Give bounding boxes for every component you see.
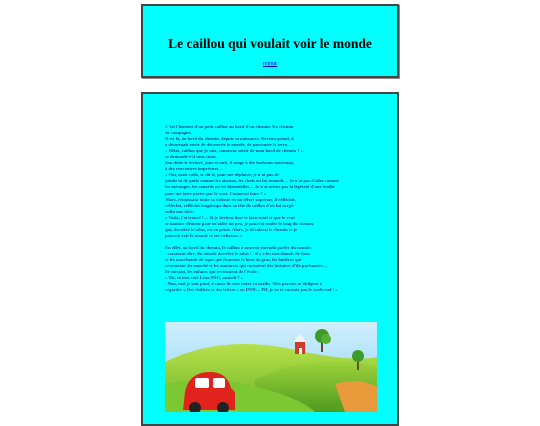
story-line: Il est là, au bord du chemin, depuis sa naissance. Devenu grand, il bbox=[165, 136, 294, 142]
story-line: - comment dire, du monde derrière le talus ! - il y a les marchands de tissu bbox=[165, 250, 310, 256]
story-line: se demande-t-il sans cesse. bbox=[165, 154, 217, 160]
story-line: regarder « Des chiffres et des lettres » en DVD… Pff, je ne te raconte pas le week-end ! » bbox=[165, 287, 338, 293]
story-panel bbox=[141, 92, 399, 426]
story-line: a désormais envie de découvrir le monde, de parcourir la terre… bbox=[165, 142, 292, 148]
story-line: qui, derrière le talus, est en pente. Alors, je dévalerai le chemin et je bbox=[165, 226, 298, 232]
story-line: « Oui, mais voilà, se dit-il, pour me déplacer, je n'ai pas de bbox=[165, 172, 279, 178]
story-line: - Non, moi je suis puni, à cause de mes notes en maths. Mes parents m'obligent à bbox=[165, 281, 322, 287]
story-line: pour me faire porter par le vent. Comment faire ? » bbox=[165, 190, 266, 196]
story-illustration bbox=[165, 322, 377, 412]
story-line: enfin une idée: bbox=[165, 208, 194, 214]
story-line: les mésanges, les canards ou les hirondelles… Je n'ai même pas la légèreté d'une feuille bbox=[165, 184, 335, 190]
story-line: Son désir le torture, jour et nuit, il songe à des horizons nouveaux, bbox=[165, 160, 295, 166]
story-line: « Hélas, caillou que je suis, comment sortir de mon bord de chemin ? » bbox=[165, 148, 303, 154]
story-line: C'est l'histoire d'un petit caillou au bord d'un chemin. Un chemin bbox=[165, 124, 294, 129]
story-line: En effet, au bord du chemin, le caillou a souvent entendu parler du monde: bbox=[165, 244, 312, 250]
story-line: pourrai voir le monde et ses richesses. » bbox=[165, 232, 243, 238]
story-line: Alors, réunissant toute sa volonté en un effort suprême, il réfléchit, bbox=[165, 196, 296, 202]
back-link[interactable]: retour bbox=[262, 61, 278, 67]
story-line: « Toi, tu iras voir Lena-PSG, samedi ? » bbox=[165, 275, 244, 281]
story-line: « Voilà, j'ai trouvé !… Si je deviens lisse et bien rond et que le vent bbox=[165, 214, 295, 220]
story-line: de campagne. bbox=[165, 130, 192, 136]
page-title: Le caillou qui voulait voir le monde bbox=[168, 36, 372, 51]
story-line: reviennent du marché et les annonces qui racontent des histoires d'ilo parfumées… bbox=[165, 263, 328, 269]
story-line: se montre clément pour m'aider un peu, je pourrai rouler le long du chemin, bbox=[165, 220, 315, 226]
story-line: réfléchit, réfléchit longtemps dans sa tête de caillou d'où lui surgit bbox=[165, 202, 294, 208]
story-line: Et surtout, les enfants qui reviennent de l'école : bbox=[165, 269, 260, 275]
landscape-car-illustration bbox=[165, 322, 377, 412]
story-line: jambe ni de patte comme les oiseaux, les chats ou les renards… Je n'ai pas d'ailes comme bbox=[165, 178, 339, 184]
story-line: et les marchands de tapis qui étonnent le bout de gras, les laitières qui bbox=[165, 256, 302, 262]
story-line: à des rencontres imprévues… bbox=[165, 166, 223, 172]
title-panel bbox=[141, 4, 399, 78]
story-text bbox=[165, 124, 379, 293]
